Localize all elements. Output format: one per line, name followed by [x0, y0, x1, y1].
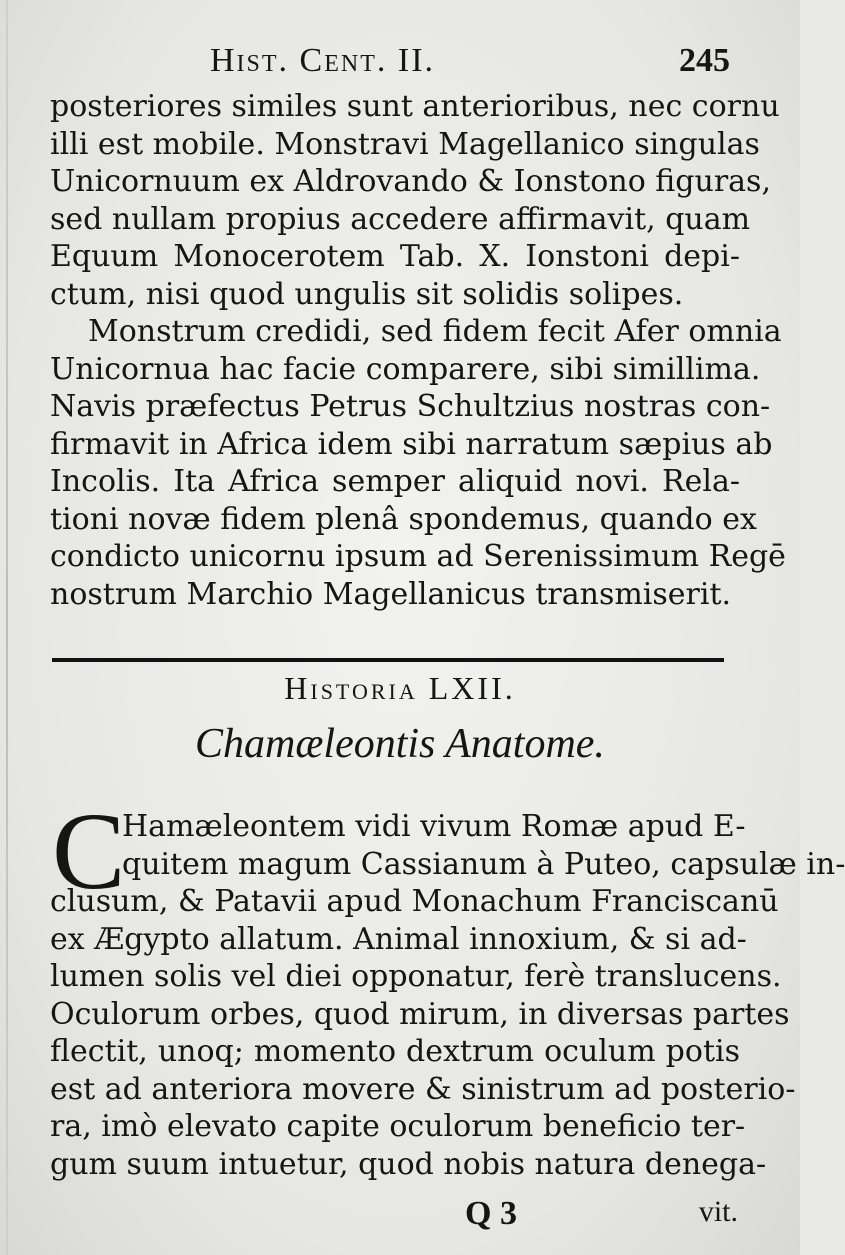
text-line: Equum Monocerotem Tab. X. Ionstoni depi- — [50, 239, 740, 274]
text-line: posteriores similes sunt anterioribus, nec cornu — [50, 89, 780, 124]
section-rule — [52, 658, 724, 662]
text-line: clusum, & Patavii apud Monachum Franciscanū — [50, 884, 779, 919]
running-head-title: Hist. Cent. II. — [210, 42, 436, 79]
text-line: ex Ægypto allatum. Animal innoxium, & si ad- — [50, 921, 747, 957]
text-line: ra, imò elevato capite oculorum beneficio ter- — [50, 1109, 746, 1144]
section-text — [50, 808, 845, 1183]
text-line: est ad anteriora movere & sinistrum ad posterio- — [50, 1071, 796, 1107]
section-subtitle: Chamæleontis Anatome. — [195, 721, 605, 767]
section-heading: Historia LXII. — [284, 670, 516, 706]
catchword: vit. — [698, 1195, 738, 1228]
page-number: 245 — [679, 42, 730, 79]
page-edge — [6, 0, 8, 1255]
text-line: sed nullam propius accedere affirmavit, quam — [50, 201, 751, 237]
text-line: gum suum intuetur, quod nobis natura denega- — [50, 1146, 767, 1182]
text-line: Monstrum credidi, sed fidem fecit Afer omnia — [88, 314, 782, 349]
text-line: Navis præfectus Petrus Schultzius nostras con- — [50, 389, 771, 424]
text-line: tioni novæ fidem plenâ spondemus, quando ex — [50, 501, 757, 537]
drop-cap: C — [52, 790, 126, 912]
text-line: flectit, unoq; momento dextrum oculum potis — [50, 1034, 740, 1069]
text-line: quitem magum Cassianum à Puteo, capsulæ in- — [122, 846, 845, 882]
text-line: lumen solis vel diei opponatur, ferè translucens. — [50, 959, 782, 994]
running-head — [210, 42, 730, 92]
text-line: firmavit in Africa idem sibi narratum sæpius ab — [50, 426, 773, 462]
text-line: illi est mobile. Monstravi Magellanico singulas — [50, 126, 760, 162]
text-line: Hamæleontem vidi vivum Romæ apud E- — [122, 809, 746, 844]
text-line: condicto unicornu ipsum ad Serenissimum Regē — [50, 539, 786, 574]
text-line: nostrum Marchio Magellanicus transmiserit. — [50, 576, 732, 612]
text-line: Incolis. Ita Africa semper aliquid novi. Rela- — [50, 464, 740, 499]
text-line: ctum, nisi quod ungulis sit solidis solipes. — [50, 276, 684, 312]
text-line: Oculorum orbes, quod mirum, in diversas partes — [50, 996, 790, 1032]
text-line: Unicornua hac facie comparere, sibi simillima. — [50, 351, 761, 387]
text-line: Unicornuum ex Aldrovando & Ionstono figuras, — [50, 164, 771, 199]
signature-mark: Q 3 — [465, 1195, 517, 1232]
continued-text — [50, 88, 786, 613]
